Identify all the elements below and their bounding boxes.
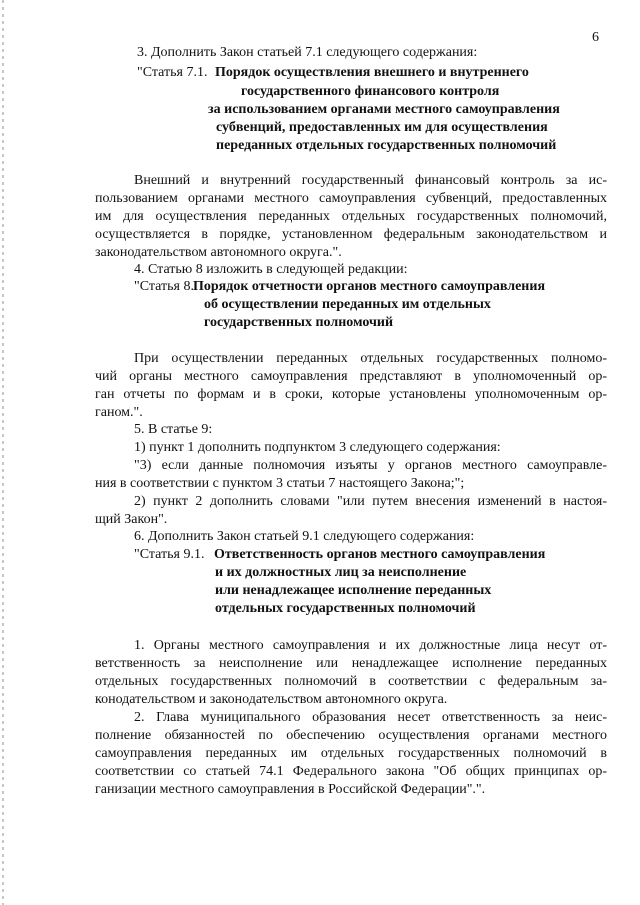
text-line: конодательством и законодательством автономного округа. bbox=[95, 692, 448, 707]
text-line: "Статья 7.1. bbox=[137, 65, 208, 80]
text-line: 6. Дополнить Закон статьей 9.1 следующего содержания: bbox=[134, 529, 475, 544]
text-line: "Статья 8. bbox=[134, 279, 194, 294]
article-heading-line: об осуществлении переданных им отдельных bbox=[204, 297, 491, 312]
text-line: 2. Глава муниципального образования несет ответственность за неис- bbox=[134, 710, 607, 725]
text-line: соответствии со статьей 74.1 Федерального закона "Об общих принципах ор- bbox=[95, 764, 607, 779]
text-line: 2) пункт 2 дополнить словами "или путем внесения изменений в настоя- bbox=[134, 494, 607, 509]
article-heading-line: и их должностных лиц за неисполнение bbox=[215, 565, 467, 580]
article-heading-line: государственного финансового контроля bbox=[241, 84, 500, 99]
article-heading-line: Порядок осуществления внешнего и внутреннего bbox=[215, 65, 529, 80]
article-heading-line: Ответственность органов местного самоуправления bbox=[214, 547, 546, 562]
article-heading-line: или ненадлежащее исполнение переданных bbox=[215, 583, 492, 598]
text-line: "Статья 9.1. bbox=[134, 547, 205, 562]
text-line: ния в соответствии с пунктом 3 статьи 7 настоящего Закона;"; bbox=[95, 476, 465, 491]
article-heading-line: государственных полномочий bbox=[204, 315, 394, 330]
text-line: законодательством автономного округа.". bbox=[95, 245, 342, 260]
text-line: 1) пункт 1 дополнить подпунктом 3 следующего содержания: bbox=[134, 440, 501, 455]
article-heading-line: субвенций, предоставленных им для осуществления bbox=[216, 120, 548, 135]
article-heading-line: за использованием органами местного самоуправления bbox=[208, 102, 560, 117]
text-line: осуществляется в порядке, установленном федеральным законодательством и bbox=[95, 227, 607, 242]
text-line: отдельных государственных полномочий в соответствии с федеральным за- bbox=[95, 674, 607, 689]
article-heading-line: отдельных государственных полномочий bbox=[215, 601, 476, 616]
text-line: самоуправления переданных им отдельных государственных полномочий в bbox=[95, 746, 607, 761]
text-line: "3) если данные полномочия изъяты у органов местного самоуправле- bbox=[134, 458, 607, 473]
text-line: полнение обязанностей по обеспечению осуществления органами местного bbox=[95, 728, 607, 743]
text-line: ветственность за неисполнение или ненадлежащее исполнение переданных bbox=[95, 656, 607, 671]
text-line: щий Закон". bbox=[95, 512, 168, 527]
page-number: 6 bbox=[592, 30, 599, 45]
text-line: При осуществлении переданных отдельных государственных полномо- bbox=[134, 351, 607, 366]
text-line: ган отчеты по формам и в сроки, которые установлены уполномоченным ор- bbox=[95, 387, 607, 402]
text-line: ганизации местного самоуправления в Российской Федерации".". bbox=[95, 782, 486, 797]
text-line: ганом.". bbox=[95, 405, 143, 420]
text-line: чий органы местного самоуправления представляют в уполномоченный ор- bbox=[95, 369, 607, 384]
text-line: 4. Статью 8 изложить в следующей редакции: bbox=[134, 262, 408, 277]
text-line: 1. Органы местного самоуправления и их должностные лица несут от- bbox=[134, 638, 607, 653]
scan-edge bbox=[2, 0, 4, 905]
text-line: Внешний и внутренний государственный финансовый контроль за ис- bbox=[134, 173, 607, 188]
text-line: им для осуществления переданных отдельных государственных полномочий, bbox=[95, 209, 607, 224]
text-line: 3. Дополнить Закон статьей 7.1 следующего содержания: bbox=[137, 45, 478, 60]
article-heading-line: Порядок отчетности органов местного самоуправления bbox=[193, 279, 546, 294]
text-line: пользованием органами местного самоуправления субвенций, предоставленных bbox=[95, 191, 607, 206]
article-heading-line: переданных отдельных государственных полномочий bbox=[216, 138, 557, 153]
text-line: 5. В статье 9: bbox=[134, 422, 213, 437]
